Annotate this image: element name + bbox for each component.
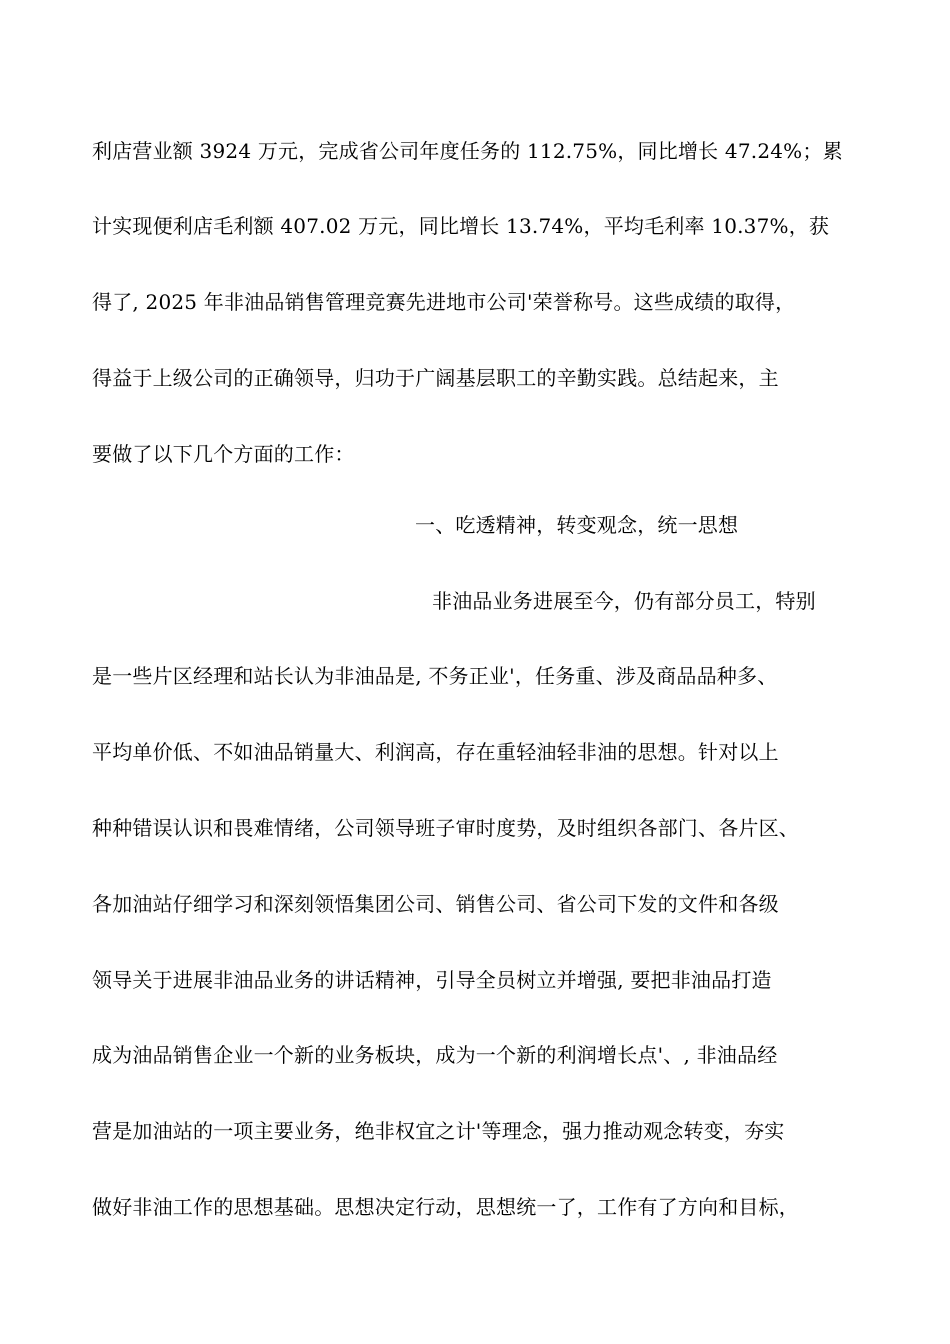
paragraph-line: 做好非油工作的思想基础。思想决定行动，思想统一了，工作有了方向和目标，: [92, 1195, 799, 1219]
paragraph-line: 计实现便利店毛利额 407.02 万元，同比增长 13.74%，平均毛利率 10.37%，获: [92, 214, 830, 238]
paragraph-line: 成为油品销售企业一个新的业务板块，成为一个新的利润增长点'、, 非油品经: [92, 1043, 778, 1067]
paragraph-line: 是一些片区经理和站长认为非油品是, 不务正业'，任务重、涉及商品品种多、: [92, 664, 778, 688]
paragraph-line: 平均单价低、不如油品销量大、利润高，存在重轻油轻非油的思想。针对以上: [92, 740, 779, 764]
paragraph-line: 要做了以下几个方面的工作：: [92, 442, 355, 466]
paragraph-line: 得益于上级公司的正确领导，归功于广阔基层职工的辛勤实践。总结起来，主: [92, 366, 779, 390]
section-heading: 一、吃透精神，转变观念，统一思想: [415, 513, 739, 537]
paragraph-first-line: 非油品业务进展至今，仍有部分员工，特别: [432, 589, 816, 613]
paragraph-line: 得了, 2025 年非油品销售管理竞赛先进地市公司'荣誉称号。这些成绩的取得，: [92, 290, 796, 314]
paragraph-line: 种种错误认识和畏难情绪，公司领导班子审时度势，及时组织各部门、各片区、: [92, 816, 799, 840]
paragraph-line: 各加油站仔细学习和深刻领悟集团公司、销售公司、省公司下发的文件和各级: [92, 892, 779, 916]
paragraph-line: 利店营业额 3924 万元，完成省公司年度任务的 112.75%，同比增长 47.24%；累: [92, 139, 843, 163]
paragraph-line: 领导关于进展非油品业务的讲话精神，引导全员树立并增强, 要把非油品打造: [92, 968, 772, 992]
paragraph-line: 营是加油站的一项主要业务，绝非权宜之计'等理念，强力推动观念转变，夯实: [92, 1119, 785, 1143]
